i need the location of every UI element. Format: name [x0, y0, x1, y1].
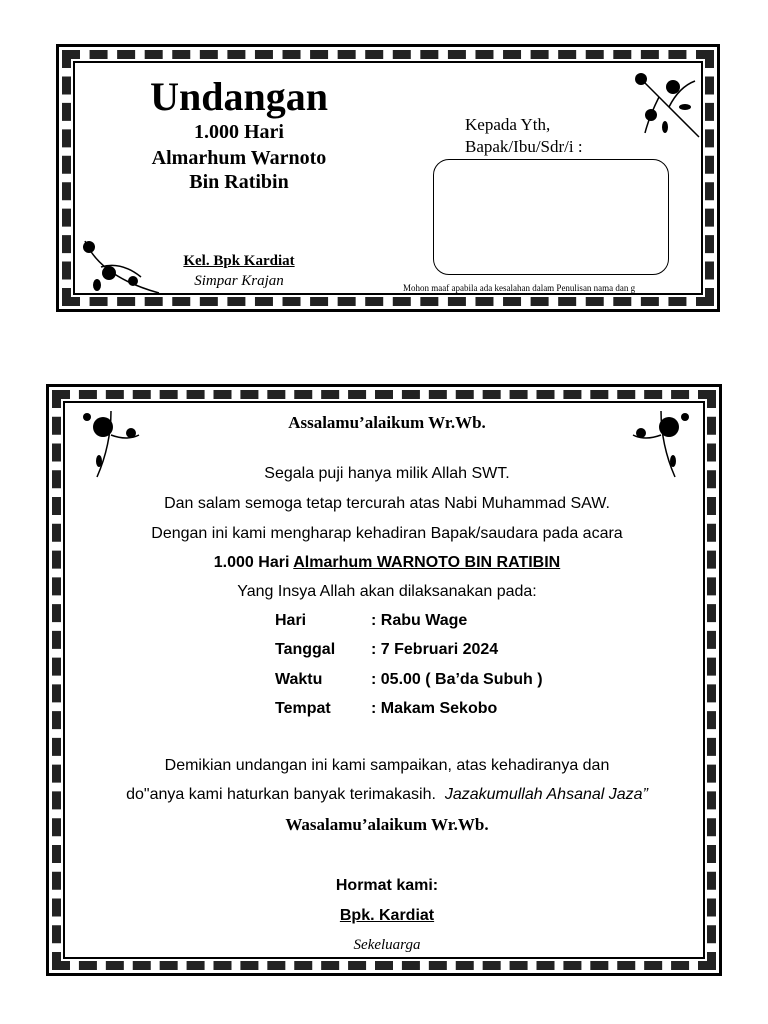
schedule-intro: Yang Insya Allah akan dilaksanakan pada: — [237, 583, 537, 600]
floral-corner-icon — [629, 67, 701, 139]
detail-label: Tempat — [275, 700, 331, 717]
closing-greeting: Wasalamu’alaikum Wr.Wb. — [285, 815, 489, 834]
detail-value: : 05.00 ( Ba’da Subuh ) — [371, 671, 543, 688]
praise-line: Segala puji hanya milik Allah SWT. — [264, 465, 510, 482]
event-title — [69, 554, 705, 572]
envelope-line-2: Almarhum Warnoto — [151, 147, 327, 169]
family-place: Simpar Krajan — [194, 273, 284, 289]
detail-row — [275, 612, 467, 630]
detail-value: : 7 Februari 2024 — [371, 641, 499, 658]
event-name: Almarhum WARNOTO BIN RATIBIN — [293, 554, 561, 571]
envelope-line-1: 1.000 Hari — [194, 121, 284, 143]
detail-label: Tanggal — [275, 641, 336, 658]
closing-line-2 — [69, 786, 705, 804]
envelope-line-3: Bin Ratibin — [189, 171, 289, 193]
recipient-title: Bapak/Ibu/Sdr/i : — [465, 137, 583, 156]
apology-note: Mohon maaf apabila ada kesalahan dalam Penulisan nama dan g — [403, 283, 636, 293]
detail-row — [275, 671, 543, 689]
invitation-card — [46, 384, 722, 976]
detail-row — [275, 700, 497, 718]
signer-subtitle: Sekeluarga — [353, 937, 421, 953]
recipient-heading: Kepada Yth, — [465, 115, 551, 134]
thanks-text: do"anya kami haturkan banyak terimakasih. — [126, 786, 436, 803]
detail-value: : Rabu Wage — [371, 612, 468, 629]
event-prefix: 1.000 Hari — [213, 554, 290, 571]
detail-label: Waktu — [275, 671, 323, 688]
opening-greeting: Assalamu’alaikum Wr.Wb. — [288, 413, 486, 432]
detail-value: : Makam Sekobo — [371, 700, 498, 717]
detail-row — [275, 641, 498, 659]
regards: Hormat kami: — [335, 877, 439, 894]
signer-name: Bpk. Kardiat — [339, 907, 435, 924]
envelope-title: Undangan — [150, 74, 328, 119]
invitation-line: Dengan ini kami mengharap kehadiran Bapak/saudara pada acara — [151, 525, 623, 542]
prayer-text: Jazakumullah Ahsanal Jaza” — [444, 786, 648, 803]
closing-line-1: Demikian undangan ini kami sampaikan, atas kehadiranya dan — [164, 757, 610, 774]
family-name: Kel. Bpk Kardiat — [183, 253, 295, 269]
recipient-name-box — [433, 159, 669, 275]
salutation-line: Dan salam semoga tetap tercurah atas Nabi Muhammad SAW. — [164, 495, 610, 512]
envelope-card — [56, 44, 720, 312]
detail-label: Hari — [275, 612, 307, 629]
